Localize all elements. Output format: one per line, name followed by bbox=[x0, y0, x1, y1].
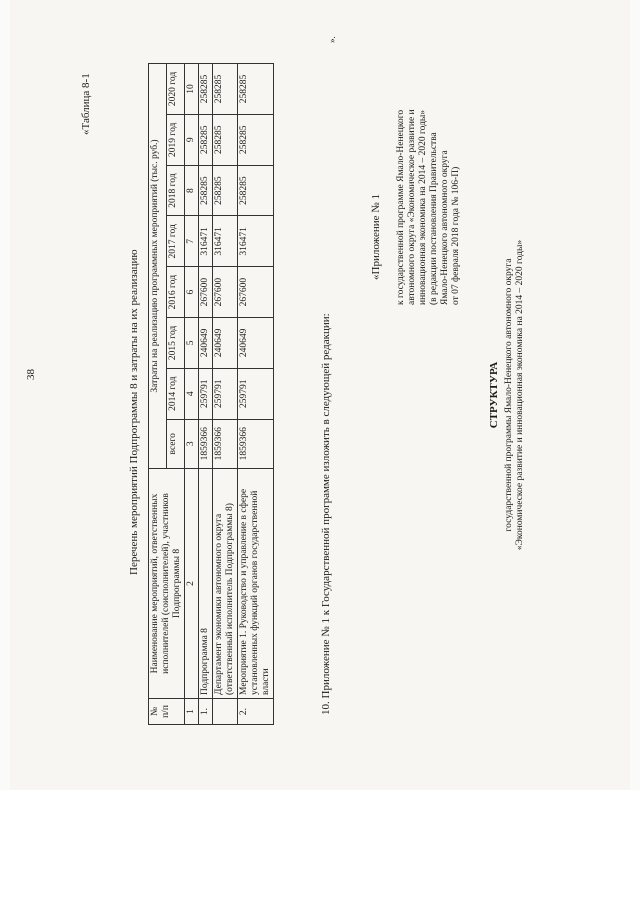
cell-value: 259791 bbox=[199, 368, 213, 419]
cell-value: 1859366 bbox=[238, 419, 274, 468]
structure-title: СТРУКТУРА bbox=[488, 361, 500, 429]
cell-value: 316471 bbox=[238, 216, 274, 267]
col-number: 8 bbox=[185, 165, 199, 216]
context-line: Ямало-Ненецкого автономного округа bbox=[440, 150, 450, 305]
cell-value: 258285 bbox=[199, 114, 213, 165]
row-name: Мероприятие 1. Руководство и управление в сфере установленных функций органов государственной власти bbox=[238, 469, 274, 699]
header-year: 2019 год bbox=[167, 114, 185, 165]
appendix-title: «Приложение № 1 bbox=[370, 193, 382, 280]
header-year: 2015 год bbox=[167, 318, 185, 369]
header-costs: Затраты на реализацию программных мероприятий (тыс. руб.) bbox=[149, 64, 167, 469]
header-num: № п/п bbox=[149, 699, 185, 725]
table-row bbox=[213, 64, 238, 725]
context-line: (в редакции постановления Правительства bbox=[429, 132, 439, 305]
page-number: 38 bbox=[25, 369, 37, 380]
header-total: всего bbox=[167, 419, 185, 468]
row-num: 2. bbox=[238, 699, 274, 725]
table-reference: «Таблица 8-1 bbox=[80, 73, 92, 135]
table-row bbox=[199, 64, 213, 725]
row-num: 1. bbox=[199, 699, 213, 725]
cell-value: 258285 bbox=[199, 64, 213, 115]
header-year: 2014 год bbox=[167, 368, 185, 419]
col-number: 4 bbox=[185, 368, 199, 419]
cell-value: 258285 bbox=[213, 165, 238, 216]
cell-value: 240649 bbox=[238, 318, 274, 369]
cell-value: 267600 bbox=[238, 267, 274, 318]
subtitle-line: «Экономическое развитие и инновационная экономика на 2014 – 2020 годы» bbox=[515, 239, 525, 551]
col-number: 10 bbox=[185, 64, 199, 115]
cell-value: 258285 bbox=[213, 64, 238, 115]
cell-value: 316471 bbox=[213, 216, 238, 267]
col-number: 7 bbox=[185, 216, 199, 267]
context-line: автономного округа «Экономическое развитие и bbox=[407, 109, 417, 305]
header-year: 2020 год bbox=[167, 64, 185, 115]
structure-subtitle bbox=[504, 205, 526, 585]
col-number: 1 bbox=[185, 699, 199, 725]
col-number: 9 bbox=[185, 114, 199, 165]
cell-value: 258285 bbox=[238, 114, 274, 165]
cell-value: 258285 bbox=[213, 114, 238, 165]
context-line: инновационная экономика на 2014 – 2020 годы» bbox=[418, 109, 428, 305]
cell-value: 240649 bbox=[213, 318, 238, 369]
header-name: Наименование мероприятий, ответственных исполнителей (соисполнителей), участников Подпрограммы 8 bbox=[149, 469, 185, 699]
subtitle-line: государственной программы Ямало-Ненецкого автономного округа bbox=[504, 258, 514, 532]
cell-value: 1859366 bbox=[199, 419, 213, 468]
cell-value: 259791 bbox=[213, 368, 238, 419]
column-number-row bbox=[185, 64, 199, 725]
quote-end: ». bbox=[327, 36, 337, 43]
cell-value: 267600 bbox=[199, 267, 213, 318]
row-name: Подпрограмма 8 bbox=[199, 469, 213, 699]
rotated-page-content bbox=[20, 15, 620, 775]
appendix-context bbox=[396, 45, 462, 305]
row-name: Департамент экономики автономного округа (ответственный исполнитель Подпрограммы 8) bbox=[213, 469, 238, 699]
costs-table bbox=[148, 63, 274, 725]
cell-value: 258285 bbox=[238, 165, 274, 216]
context-line: к государственной программе Ямало-Ненецкого bbox=[396, 109, 406, 305]
scan-margin bbox=[0, 790, 640, 905]
cell-value: 259791 bbox=[238, 368, 274, 419]
header-year: 2018 год bbox=[167, 165, 185, 216]
table-title: Перечень мероприятий Подпрограммы 8 и затраты на их реализацию bbox=[128, 249, 140, 575]
table-row bbox=[238, 64, 274, 725]
col-number: 6 bbox=[185, 267, 199, 318]
header-year: 2017 год bbox=[167, 216, 185, 267]
cell-value: 316471 bbox=[199, 216, 213, 267]
col-number: 5 bbox=[185, 318, 199, 369]
col-number: 3 bbox=[185, 419, 199, 468]
cell-value: 258285 bbox=[238, 64, 274, 115]
cell-value: 240649 bbox=[199, 318, 213, 369]
cell-value: 1859366 bbox=[213, 419, 238, 468]
paragraph-10: 10. Приложение № 1 к Государственной программе изложить в следующей редакции: bbox=[320, 313, 332, 715]
header-year: 2016 год bbox=[167, 267, 185, 318]
row-num bbox=[213, 699, 238, 725]
cell-value: 267600 bbox=[213, 267, 238, 318]
cell-value: 258285 bbox=[199, 165, 213, 216]
context-line: от 07 февраля 2018 года № 106-П) bbox=[451, 166, 461, 305]
col-number: 2 bbox=[185, 469, 199, 699]
